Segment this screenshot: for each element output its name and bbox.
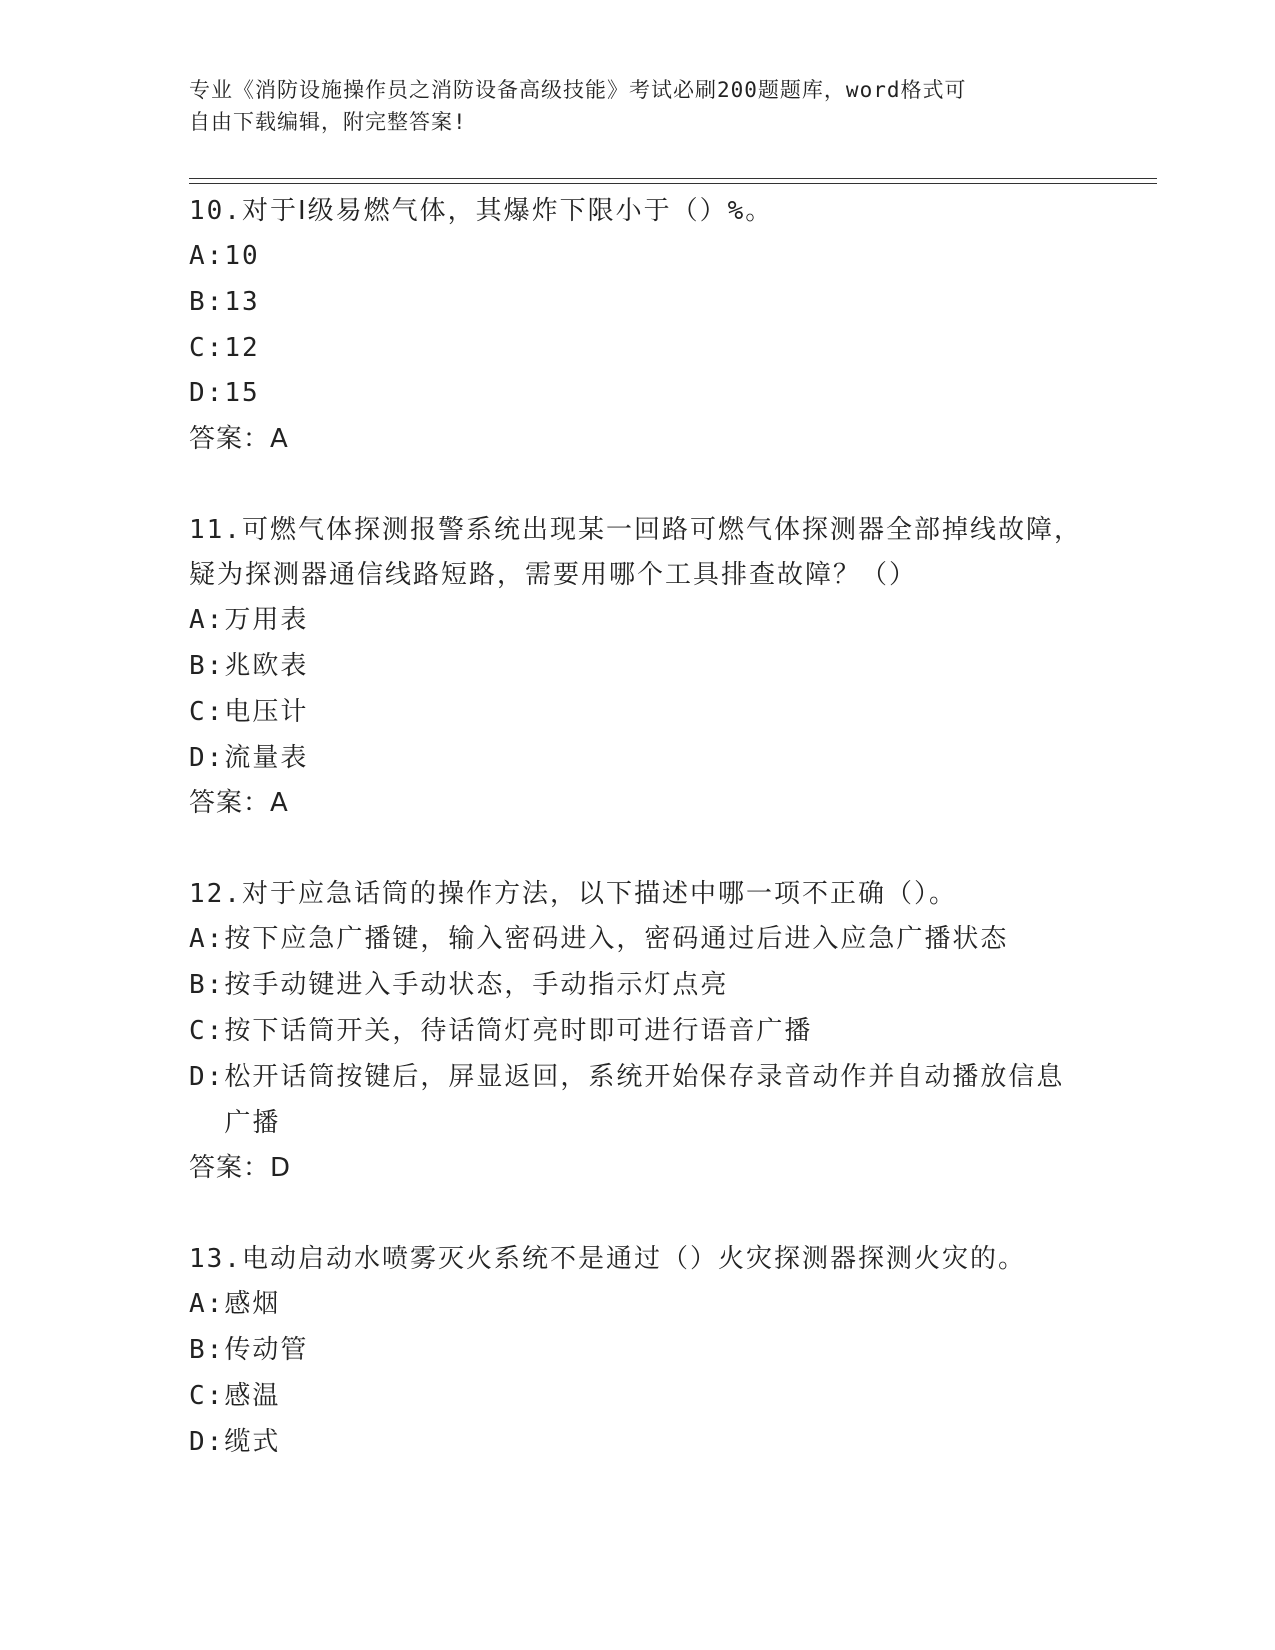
- option-c: [189, 1374, 1089, 1420]
- question-13: [189, 1237, 1089, 1465]
- option-letter: D:: [189, 742, 225, 773]
- question-stem: 12.对于应急话筒的操作方法，以下描述中哪一项不正确（）。: [189, 879, 957, 910]
- option-letter: D:: [189, 1426, 225, 1457]
- option-text: 兆欧表: [224, 650, 309, 681]
- option-d: [189, 736, 1089, 782]
- option-letter: B:: [189, 970, 225, 1001]
- option-c: [189, 326, 1089, 372]
- option-b: [189, 280, 1089, 326]
- option-text: 12: [224, 332, 260, 363]
- option-letter: B:: [189, 286, 225, 317]
- header-line-2: 自由下载编辑，附完整答案!: [189, 110, 467, 134]
- option-d: [189, 1420, 1089, 1466]
- option-text: 按手动键进入手动状态，手动指示灯点亮: [224, 970, 729, 1001]
- option-text: 流量表: [224, 742, 309, 773]
- question-stem: 13.电动启动水喷雾灭火系统不是通过（）火灾探测器探测火灾的。: [189, 1244, 1026, 1275]
- document-header: [189, 74, 1089, 138]
- question-11: [189, 508, 1089, 826]
- option-letter: D:: [189, 378, 225, 409]
- option-letter: C:: [189, 332, 225, 363]
- answer-line: 答案：A: [189, 424, 289, 455]
- option-b: [189, 1328, 1089, 1374]
- header-line-1: 专业《消防设施操作员之消防设备高级技能》考试必刷200题题库，word格式可: [189, 78, 967, 102]
- option-text: 电压计: [224, 696, 309, 727]
- option-letter: B:: [189, 650, 225, 681]
- question-10: [189, 189, 1089, 462]
- option-d: [189, 371, 1089, 417]
- option-c: [189, 690, 1089, 736]
- option-text: 感温: [224, 1380, 281, 1411]
- option-a: [189, 598, 1089, 644]
- option-a: [189, 234, 1089, 280]
- question-stem: 10.对于Ⅰ级易燃气体，其爆炸下限小于（）%。: [189, 196, 774, 226]
- answer-line: 答案：D: [189, 1153, 292, 1184]
- option-c: [189, 1009, 1089, 1055]
- option-a: [189, 1282, 1089, 1328]
- option-text: 13: [224, 286, 260, 317]
- option-text: 按下应急广播键，输入密码进入，密码通过后进入应急广播状态: [224, 924, 1009, 955]
- header-divider-bottom: [189, 183, 1157, 184]
- option-letter: A:: [189, 1289, 225, 1320]
- option-letter: B:: [189, 1335, 225, 1366]
- option-letter: C:: [189, 1015, 225, 1046]
- option-letter: A:: [189, 605, 225, 636]
- option-text: 10: [224, 241, 260, 271]
- option-d: [189, 1055, 1089, 1147]
- option-b: [189, 644, 1089, 690]
- option-text: 缆式: [224, 1426, 281, 1457]
- option-letter: C:: [189, 696, 225, 727]
- answer-line: 答案：A: [189, 788, 289, 819]
- option-b: [189, 963, 1089, 1009]
- option-letter: D:: [189, 1061, 225, 1092]
- option-a: [189, 917, 1089, 963]
- question-12: [189, 872, 1089, 1191]
- option-letter: C:: [189, 1380, 225, 1411]
- option-text: 松开话筒按键后，屏显返回，系统开始保存录音动作并自动播放信息广播: [224, 1061, 1065, 1138]
- question-list: [189, 189, 1089, 1512]
- option-text: 按下话筒开关，待话筒灯亮时即可进行语音广播: [224, 1015, 813, 1046]
- option-letter: A:: [189, 924, 225, 955]
- question-stem: 11.可燃气体探测报警系统出现某一回路可燃气体探测器全部掉线故障，疑为探测器通信线路短路，需要用哪个工具排查故障？（）: [189, 515, 1082, 591]
- option-text: 感烟: [224, 1289, 281, 1320]
- header-divider-top: [189, 178, 1157, 179]
- option-text: 传动管: [224, 1335, 309, 1366]
- option-text: 15: [224, 378, 260, 409]
- option-letter: A:: [189, 241, 225, 271]
- option-text: 万用表: [224, 605, 309, 636]
